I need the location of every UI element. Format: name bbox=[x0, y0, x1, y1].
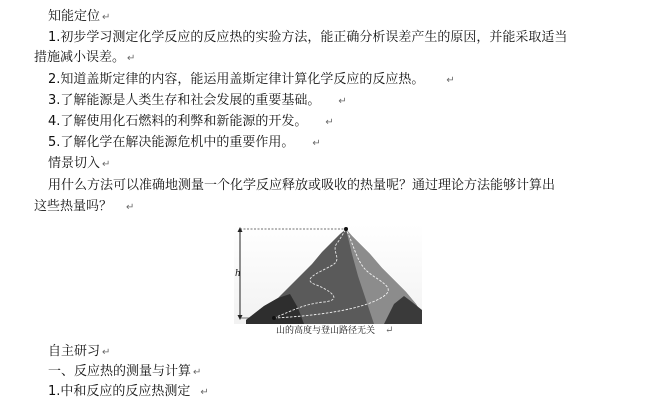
goal-3: 3.了解能源是人类生存和社会发展的重要基础。 ↵ bbox=[48, 93, 347, 108]
goal-4: 4.了解使用化石燃料的利弊和新能源的开发。 ↵ bbox=[48, 114, 334, 129]
goal-1-line-1: 1.初步学习测定化学反应的反应热的实验方法，能正确分析误差产生的原因，并能采取适当 bbox=[48, 30, 568, 45]
goal-5: 5.了解化学在解决能源危机中的重要作用。 ↵ bbox=[48, 135, 321, 150]
paragraph-mark: ↵ bbox=[200, 387, 209, 398]
figure-caption: 山的高度与登山路径无关 ↵ bbox=[276, 325, 394, 336]
heading-scenario: 情景切入 ↵ bbox=[48, 156, 111, 171]
heading-ability-positioning: 知能定位 ↵ bbox=[48, 9, 111, 24]
mountain-figure bbox=[234, 224, 422, 324]
paragraph-mark: ↵ bbox=[338, 96, 347, 107]
intro-line-1: 用什么方法可以准确地测量一个化学反应释放或吸收的热量呢？通过理论方法能够计算出 bbox=[48, 178, 556, 193]
paragraph-mark: ↵ bbox=[193, 367, 202, 378]
section-title: 一、反应热的测量与计算 ↵ bbox=[48, 364, 202, 379]
paragraph-mark: ↵ bbox=[102, 159, 111, 170]
paragraph-mark: ↵ bbox=[446, 75, 455, 86]
start-point bbox=[272, 316, 276, 320]
subsection-title: 1.中和反应的反应热测定 ↵ bbox=[48, 384, 209, 399]
goal-2: 2.知道盖斯定律的内容，能运用盖斯定律计算化学反应的反应热。 ↵ bbox=[48, 72, 455, 87]
paragraph-mark: ↵ bbox=[312, 138, 321, 149]
heading-self-study: 自主研习 ↵ bbox=[48, 344, 111, 359]
paragraph-mark: ↵ bbox=[325, 117, 334, 128]
paragraph-mark: ↵ bbox=[126, 202, 135, 213]
summit-point bbox=[344, 227, 348, 231]
paragraph-mark: ↵ bbox=[102, 12, 111, 23]
height-label: h bbox=[235, 269, 241, 279]
goal-1-line-2: 措施减小误差。 ↵ bbox=[34, 50, 136, 65]
paragraph-mark: ↵ bbox=[385, 325, 394, 336]
intro-line-2: 这些热量吗？ ↵ bbox=[34, 199, 135, 214]
paragraph-mark: ↵ bbox=[127, 53, 136, 64]
paragraph-mark: ↵ bbox=[102, 347, 111, 358]
